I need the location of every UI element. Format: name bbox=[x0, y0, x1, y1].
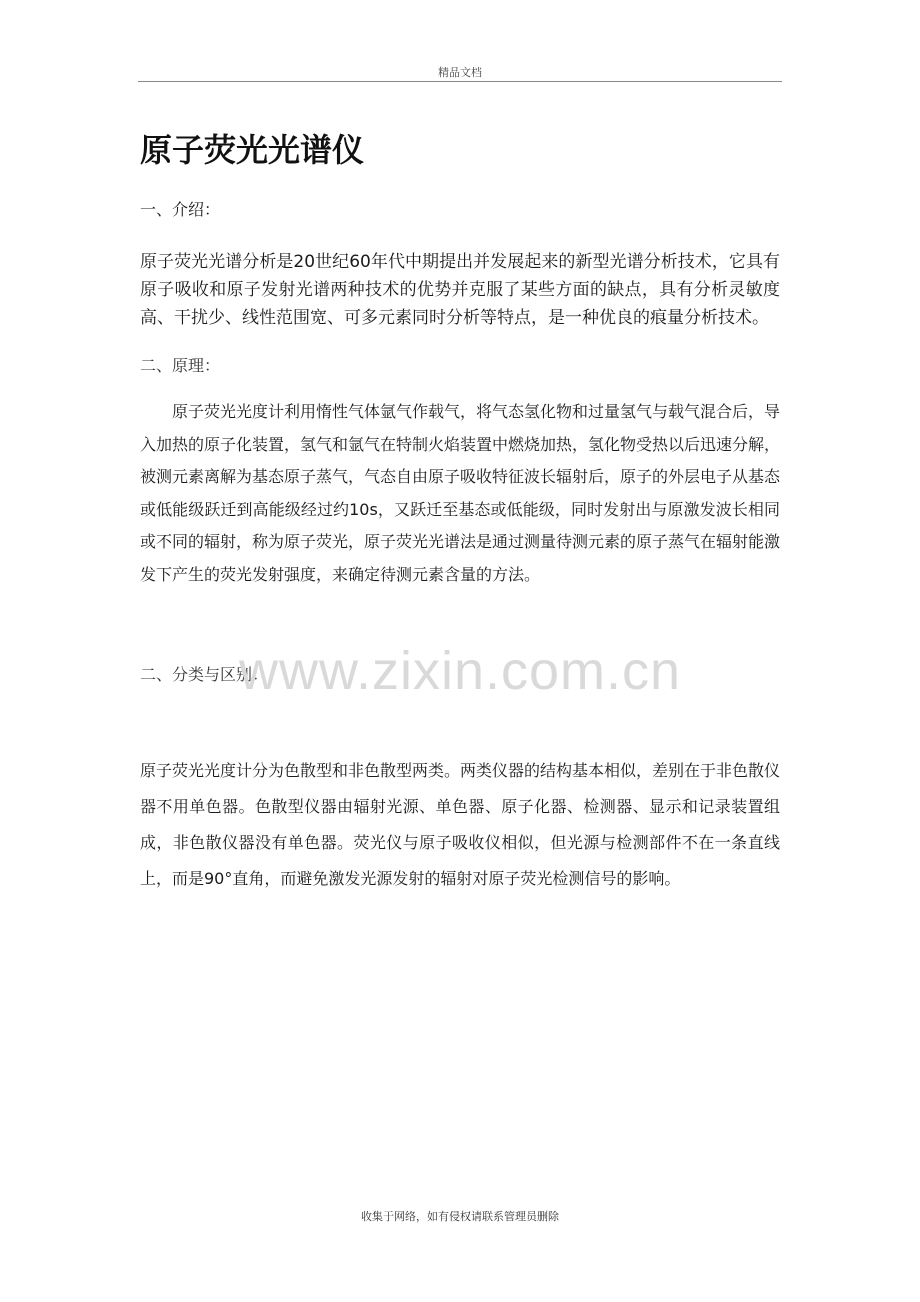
section-heading-classification: 二、分类与区别： bbox=[140, 665, 269, 684]
document-body bbox=[140, 128, 780, 897]
section-paragraph-principle: 原子荧光光度计利用惰性气体氩气作载气，将气态氢化物和过量氢气与载气混合后，导入加热的原子化装置，氢气和氩气在特制火焰装置中燃烧加热，氢化物受热以后迅速分解，被测元素离解为基态原子蒸气，气态自由原子吸收特征波长辐射后，原子的外层电子从基态或低能级跃迁到高能级经过约10s，又跃迁至基态或低能级，同时发射出与原激发波长相同或不同的辐射，称为原子荧光，原子荧光光谱法是通过测量待测元素的原子蒸气在辐射能激发下产生的荧光发射强度，来确定待测元素含量的方法。 bbox=[140, 402, 781, 584]
header-divider bbox=[138, 81, 782, 82]
document-title: 原子荧光光谱仪 bbox=[140, 131, 365, 169]
page-header: 精品文档 bbox=[438, 66, 482, 79]
section-heading-introduction: 一、介绍： bbox=[140, 200, 221, 219]
watermark: www.zixin.com.cn bbox=[238, 641, 682, 701]
page-footer: 收集于网络，如有侵权请联系管理员删除 bbox=[361, 1210, 559, 1223]
section-heading-principle: 二、原理： bbox=[140, 356, 221, 375]
section-paragraph-classification: 原子荧光光度计分为色散型和非色散型两类。两类仪器的结构基本相似，差别在于非色散仪器不用单色器。色散型仪器由辐射光源、单色器、原子化器、检测器、显示和记录装置组成，非色散仪器没有单色器。荧光仪与原子吸收仪相似，但光源与检测部件不在一条直线上，而是90°直角，而避免激发光源发射的辐射对原子荧光检测信号的影响。 bbox=[140, 761, 781, 888]
section-paragraph-introduction: 原子荧光光谱分析是20世纪60年代中期提出并发展起来的新型光谱分析技术，它具有原子吸收和原子发射光谱两种技术的优势并克服了某些方面的缺点，具有分析灵敏度高、干扰少、线性范围宽、可多元素同时分析等特点，是一种优良的痕量分析技术。 bbox=[140, 252, 780, 328]
